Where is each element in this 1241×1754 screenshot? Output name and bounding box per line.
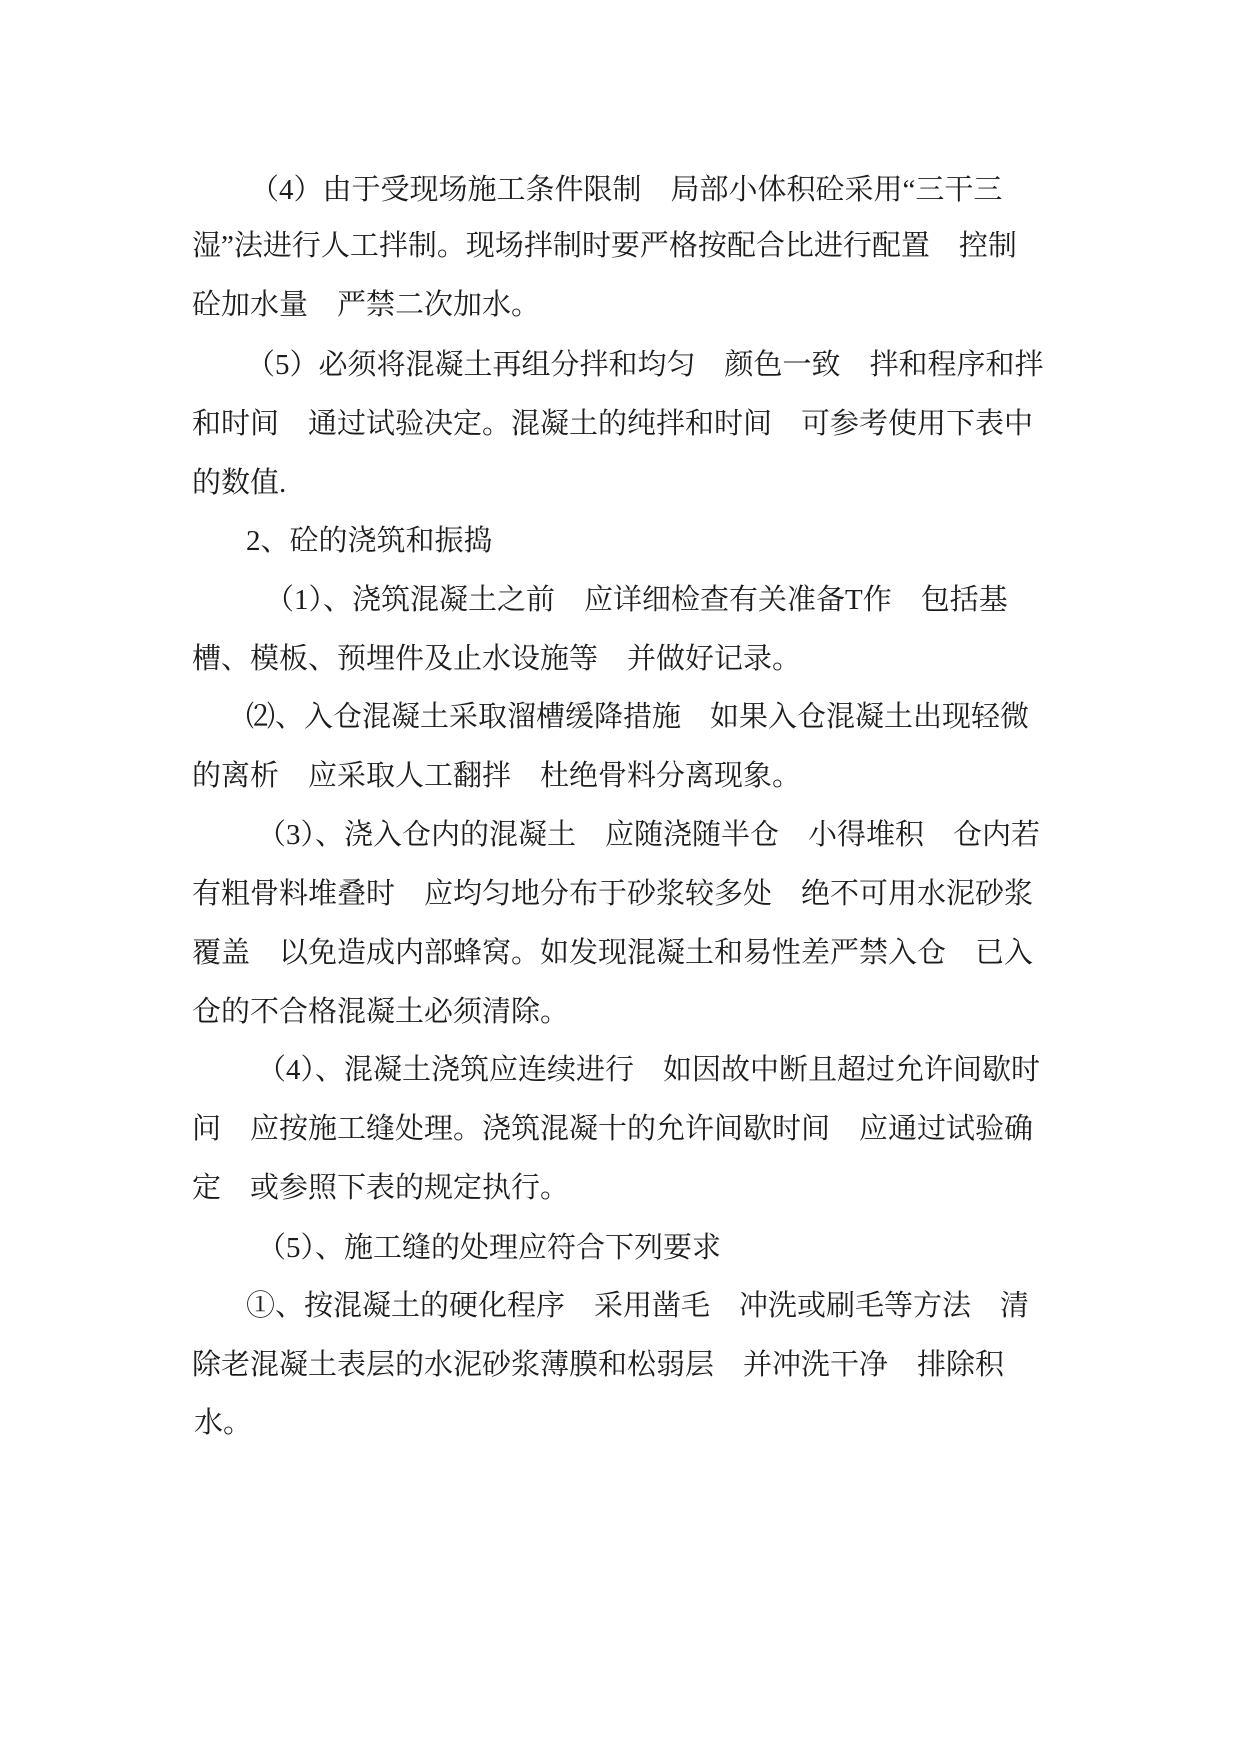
text-line: 问 应按施工缝处理。浇筑混凝十的允许间歇时间 应通过试验确 [192,1113,1034,1145]
text-line: 定 或参照下表的规定执行。 [192,1172,570,1204]
text-line: 覆盖 以免造成内部蜂窝。如发现混凝土和易性差严禁入仓 已入 [192,937,1034,969]
text-line: 除老混凝土表层的水泥砂浆薄膜和松弱层 并冲洗干净 排除积 [192,1349,1005,1381]
text-line: 的离析 应采取人工翻拌 杜绝骨料分离现象。 [192,760,802,792]
text-line: （3）、浇入仓内的混凝土 应随浇随半仓 小得堆积 仓内若 [257,819,1041,851]
text-line: （1）、浇筑混凝土之前 应详细检查有关准备T作 包括基 [265,584,1008,616]
text-line: 水。 [194,1407,253,1439]
text-line: 湿”法进行人工拌制。现场拌制时要严格按配合比进行配置 控制 [192,230,1017,262]
text-line: 仓的不合格混凝土必须清除。 [192,996,570,1028]
text-line: 2、砼的浇筑和振捣 [246,525,493,557]
text-line: ⑵、入仓混凝土采取溜槽缓降措施 如果入仓混凝土出现轻微 [246,701,1030,733]
text-line: 的数值. [192,467,287,499]
text-line: 和时间 通过试验决定。混凝土的纯拌和时间 可参考使用下表中 [192,408,1034,440]
text-line: 槽、模板、预埋件及止水设施等 并做好记录。 [192,643,802,675]
text-line: （4）、混凝土浇筑应连续进行 如因故中断且超过允许间歇时 [257,1054,1041,1086]
text-line: ①、按混凝土的硬化程序 采用凿毛 冲洗或刷毛等方法 清 [246,1290,1030,1322]
text-line: （5）必须将混凝土再组分拌和均匀 颜色一致 拌和程序和拌 [246,349,1044,381]
text-line: 有粗骨料堆叠时 应均匀地分布于砂浆较多处 绝不可用水泥砂浆 [192,878,1034,910]
text-line: 砼加水量 严禁二次加水。 [192,289,541,321]
text-line: （4）由于受现场施工条件限制 局部小体积砼采用“三干三 [250,174,1003,206]
text-line: （5）、施工缝的处理应符合下列要求 [257,1232,722,1264]
